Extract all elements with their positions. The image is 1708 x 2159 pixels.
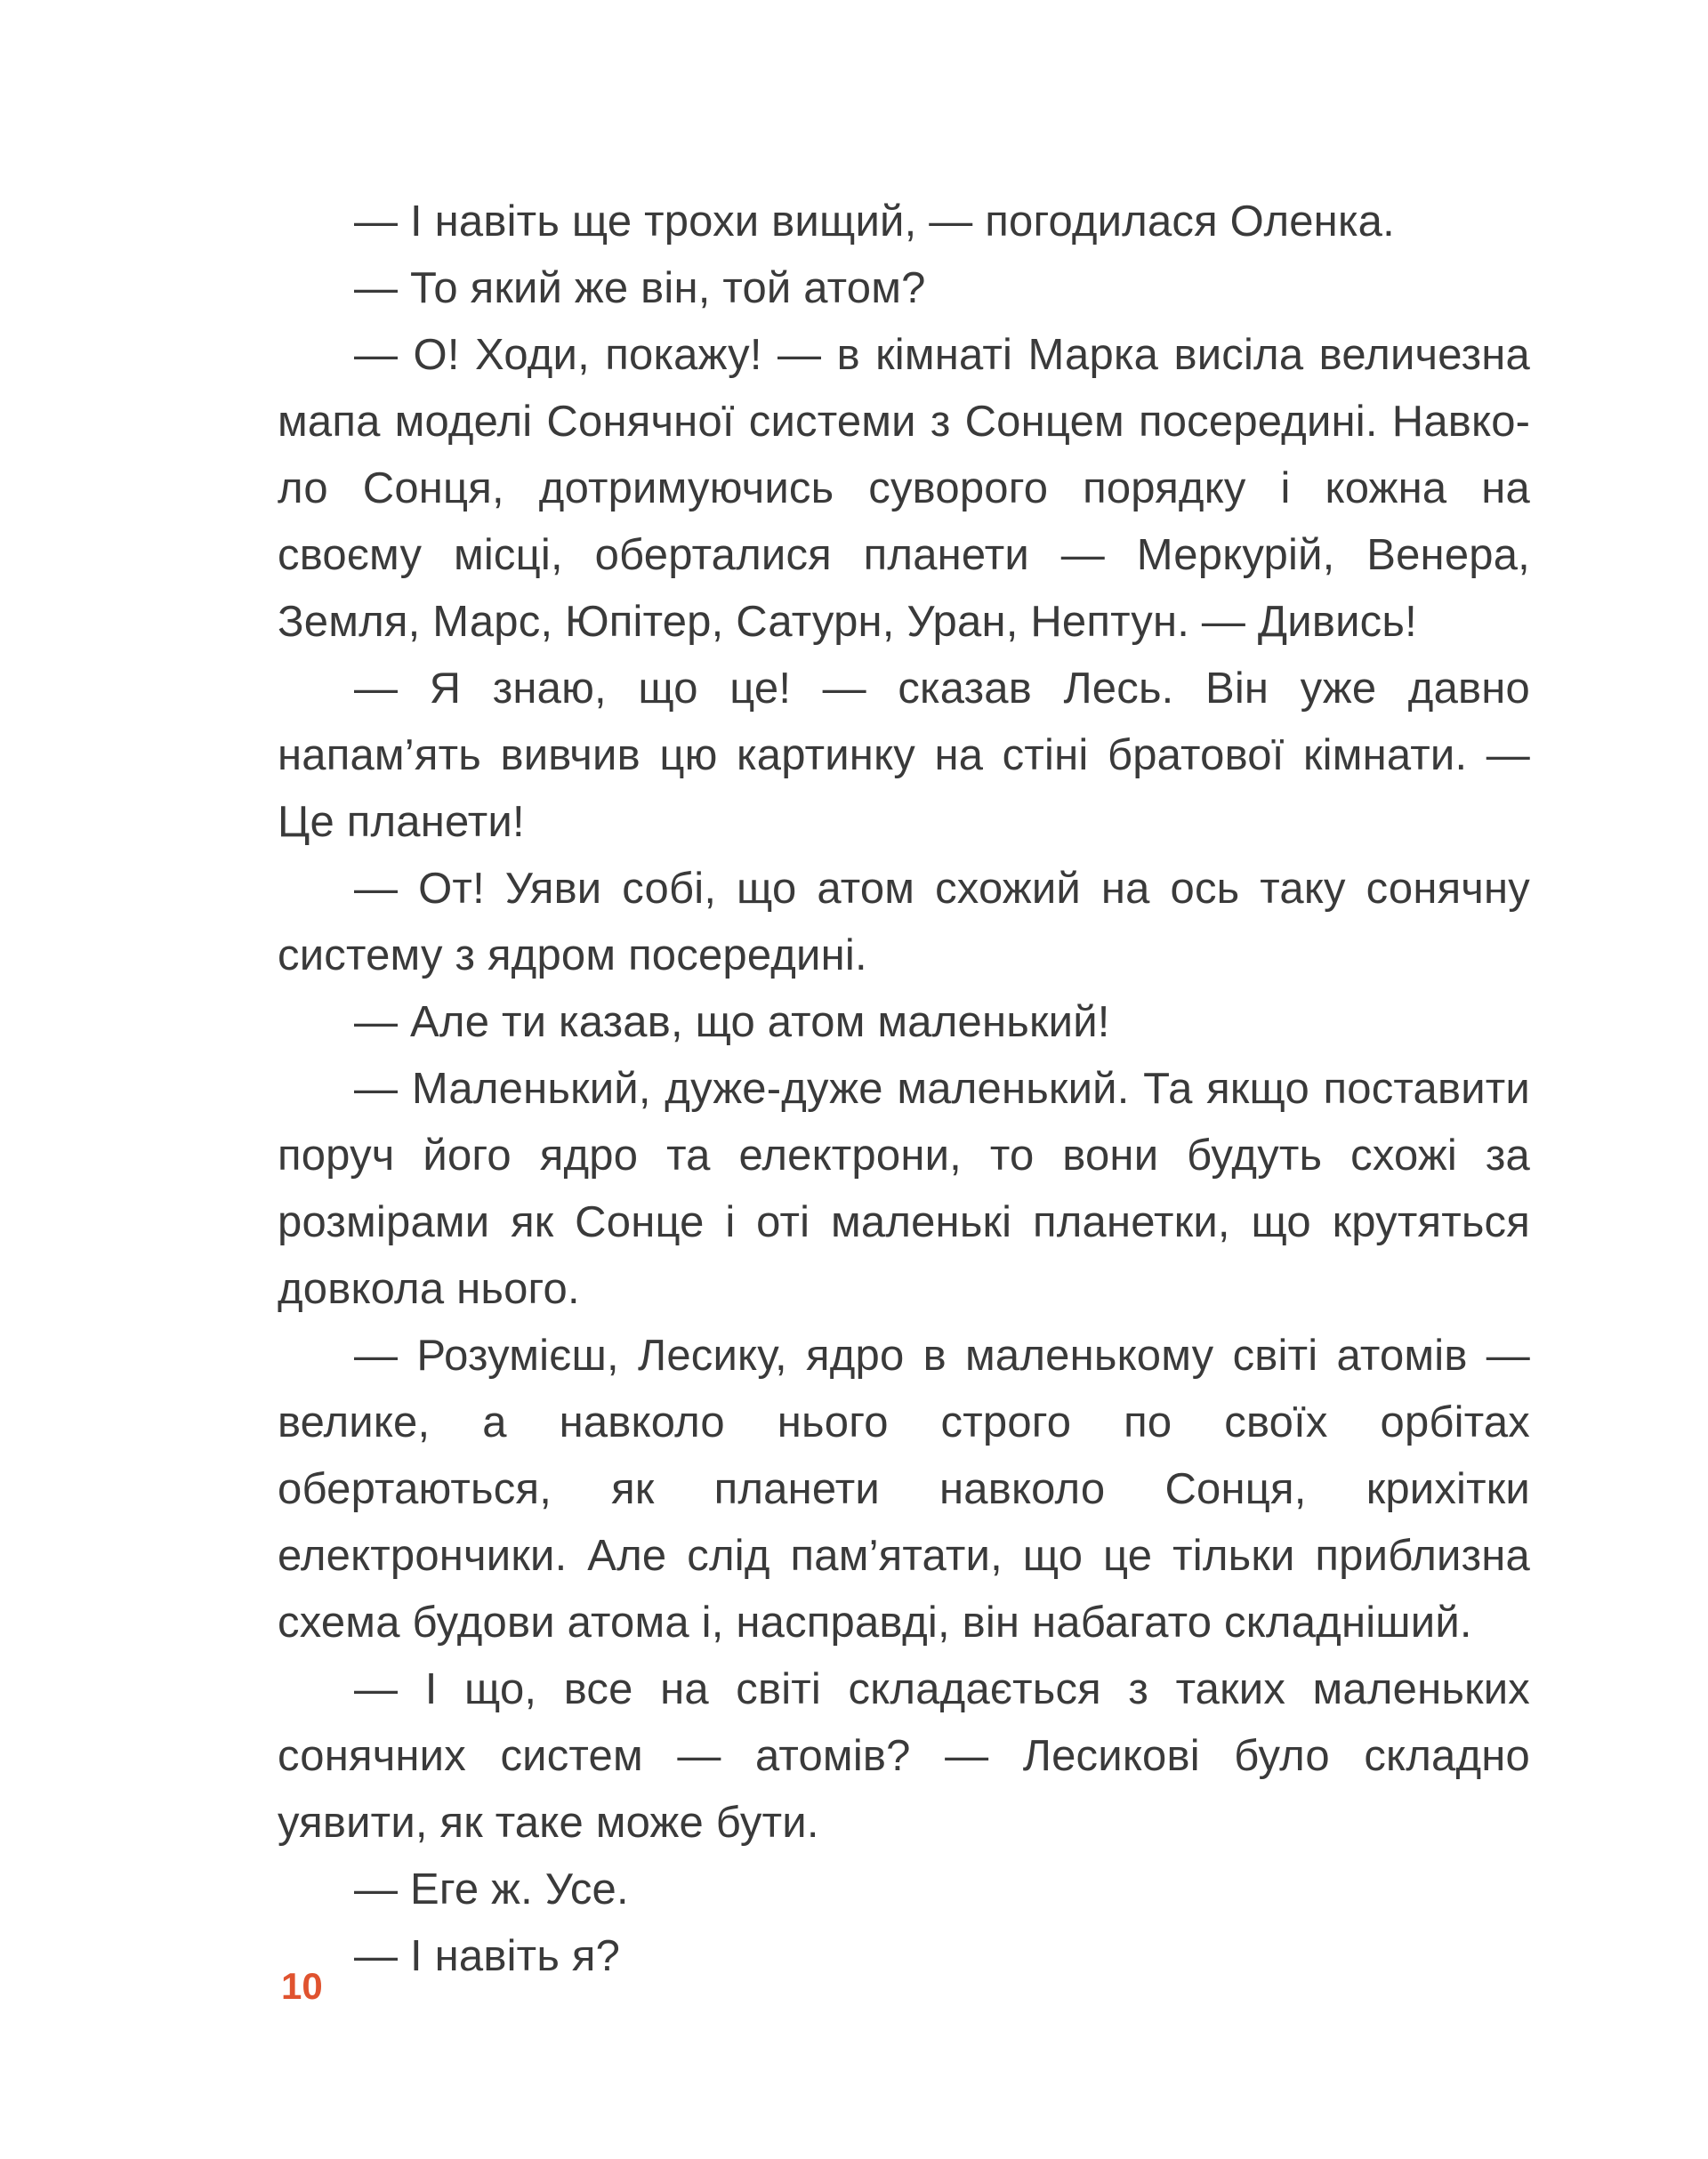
- paragraph: — Маленький, дуже-дуже маленький. Та якщо поставити поруч його ядро та електрони, то вони будуть схожі за розмірами як Сонце і оті маленькі планетки, що крутяться довкола нього.: [278, 1065, 1530, 1313]
- paragraph: — Розумієш, Лесику, ядро в маленькому світі атомів — велике, а навколо нього строго по своїх орбітах обертаються, як планети навколо Сонця, крихітки електрончики. Але слід пам’ятати, що це тільки приблизна схема будови атома і, насправді, він набагато складніший.: [278, 1332, 1530, 1647]
- paragraph: — От! Уяви собі, що атом схожий на ось таку сонячну систему з ядром посередині.: [278, 865, 1530, 979]
- paragraph: — І що, все на світі складається з таких маленьких сонячних систем — атомів? — Лесикові було складно уявити, як таке може бути.: [278, 1665, 1530, 1847]
- paragraph: — Але ти казав, що атом маленький!: [354, 998, 1110, 1046]
- paragraph: — Я знаю, що це! — сказав Лесь. Він уже давно напам’ять вивчив цю картинку на стіні братової кімнати. — Це планети!: [278, 665, 1530, 846]
- text-block: [278, 189, 1530, 1990]
- paragraph: — І навіть я?: [354, 1932, 621, 1980]
- paragraph: — І навіть ще трохи вищий, — погодилася Оленка.: [354, 197, 1395, 246]
- paragraph: — То який же він, той атом?: [354, 264, 926, 312]
- paragraph: — О! Ходи, покажу! — в кімнаті Марка висіла величезна мапа моделі Сонячної системи з Сонцем посередині. Навколо Сонця, дотримуючись суворого порядку і кожна на своєму місці, оберталися планети — Меркурій, Венера, Земля, Марс, Юпітер, Сатурн, Уран, Нептун. — Дивись!: [278, 331, 1530, 646]
- paragraph: — Еге ж. Усе.: [354, 1865, 629, 1913]
- page-number: 10: [281, 1965, 323, 2007]
